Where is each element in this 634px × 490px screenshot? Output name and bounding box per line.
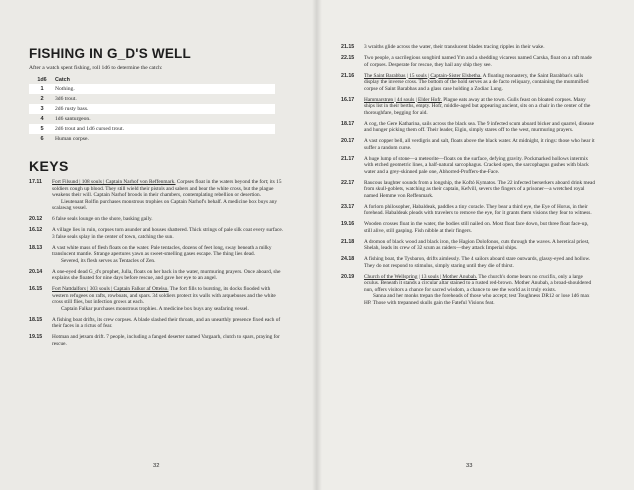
table-cell-catch: 1d6 santurgeon. (55, 116, 91, 122)
key-number: 20.12 (29, 216, 43, 222)
key-text (52, 216, 283, 223)
key-paragraph-text: Lieutenant Rolfin purchases monstrous trophies on Captain Narhof's behalf. A medicine box buys any scalawag vessel. (52, 198, 278, 211)
key-text (364, 239, 595, 252)
key-number: 23.17 (341, 203, 355, 210)
key-paragraph-text: Severed, its flesh serves as Tentacles of Zen. (61, 257, 156, 264)
key-paragraph-text: Plague eats away at the town. Gulls feast on bloated corpses. Many ships list in their berths, empty. Hofr, middle-aged but appearing ancient, sits on a chair in the center of the thoroughfare, begging for aid. (364, 96, 591, 116)
location-link: The Saint Barabbas | 15 souls | Captain-Sister Elsbetha. (364, 72, 482, 79)
key-paragraph (364, 156, 595, 176)
keys-heading: KEYS (29, 158, 69, 174)
key-paragraph (364, 256, 595, 269)
table-cell-catch: Nothing. (55, 84, 275, 94)
key-number: 21.18 (341, 238, 355, 245)
key-paragraph (52, 216, 283, 223)
table-row (29, 94, 275, 104)
key-paragraph (364, 121, 595, 134)
key-paragraph-text: 3 wraiths glide across the water, their translucent blades tracing ripples in their wake. (364, 44, 545, 50)
key-text (364, 156, 595, 176)
key-text (52, 245, 283, 265)
intro-text: After a watch spent fishing, roll 1d6 to determine the catch: (29, 65, 163, 71)
key-paragraph-text: Captain Falkar purchases monstrous trophies. A medicine box buys any seafaring vessel. (61, 305, 249, 312)
key-number: 20.19 (341, 273, 355, 280)
key-text (364, 44, 595, 51)
key-paragraph (52, 258, 283, 265)
key-paragraph (364, 44, 595, 51)
key-paragraph (364, 73, 595, 93)
section-title: FISHING IN G_D'S WELL (29, 46, 191, 61)
key-number: 18.17 (341, 120, 355, 127)
key-paragraph (52, 199, 283, 212)
location-link: Hammarstrøn | 44 souls | Elder Hofr. (364, 96, 442, 103)
key-paragraph (364, 180, 595, 200)
key-text (364, 55, 595, 68)
table-cell-catch: 2d6 trout and 1d6 cursed trout. (55, 124, 275, 134)
key-paragraph (364, 97, 595, 117)
key-number: 20.17 (341, 138, 355, 144)
key-text (364, 256, 595, 269)
key-paragraph-text: A cog, the Gere Katharina, sails across the black sea. The 9 infected scum aboard bicker and quarrel, disease and hunger picking them off. Their leader, Eigin, simply stares off to the west, murmuring prayers. (364, 120, 594, 133)
key-text (52, 334, 283, 347)
key-number: 19.15 (29, 334, 43, 340)
key-paragraph-text: A vast copper bell, all verdigris and salt, floats above the black water. At midnight, it rings: those who hear it suffer a random curse. (364, 138, 595, 151)
key-entry (29, 317, 283, 330)
key-paragraph-text: Sanna and her monks trepan the foreheads of those who accept; test Toughness DR12 or lose 1d6 max HP. Those with trepanned skulls gain the Fateful Visions feat. (364, 293, 590, 306)
key-paragraph (52, 179, 283, 199)
key-text (364, 97, 595, 117)
book-gutter (312, 0, 322, 490)
key-paragraph (364, 204, 595, 217)
table-cell-roll: 2 (40, 96, 44, 102)
key-paragraph-text: Corpses float in the waters beyond the fort; its 15 soldiers cough up blood. They still wield their pistols and sabers and bear the white cross, but the plague weakens their will. Captain Narhof broods in their chambers, contemplating rebellion or desertion. (52, 179, 282, 198)
key-number: 16.15 (29, 286, 43, 292)
key-paragraph-text: The church's dome bears no crucifix, only a large oculus. Beneath it stands a circular altar stained to a rusted red-brown. Mother Anubah, a broad-shouldered nun, offers visitors a chance for sacred wisdom, a chance to see the world as it truly exists. (364, 273, 592, 293)
key-entry (341, 204, 595, 217)
key-number: 16.12 (29, 227, 43, 233)
key-paragraph-text: Hotman and jetsam drift. 7 people, including a fanged deserter named Vargaarh, clutch to spars, praying for rescue. (52, 334, 280, 347)
key-paragraph (364, 221, 595, 234)
key-entry (341, 138, 595, 151)
table-cell-roll: 5 (29, 124, 55, 134)
key-paragraph-text: A fishing boat drifts, its crew corpses. A blade slashed their throats, and an unearthly presence fixed each of their faces in a rictus of fear. (52, 316, 281, 329)
key-paragraph-text: A forlorn philosopher, Habaldeak, paddles a tiny coracle. They bear a third eye, the Eye of Horus, in their forehead. Habaldeak pleads with travelers to remove the eye, for it grants them visions they fear to witness. (364, 203, 592, 216)
key-number: 21.15 (341, 44, 355, 50)
page-number: 33 (466, 463, 473, 469)
key-number: 22.15 (341, 55, 355, 61)
catch-table (29, 75, 275, 144)
key-number: 24.18 (341, 256, 355, 262)
table-cell-roll: 3 (29, 104, 55, 114)
left-key-entries (29, 179, 283, 347)
key-entry (341, 221, 595, 234)
right-key-entries (341, 44, 595, 306)
key-number: 20.14 (29, 268, 43, 275)
key-number: 21.17 (341, 155, 355, 162)
table-header-row (29, 75, 275, 84)
key-paragraph (364, 274, 595, 294)
key-entry (29, 269, 283, 282)
location-link: Fort Nattdalfors | 303 souls | Captain Falkor af Ottelso. (52, 286, 169, 292)
key-number: 22.17 (341, 179, 355, 186)
table-cell-catch: 2d6 rusty bass. (55, 104, 275, 114)
key-paragraph (52, 269, 283, 282)
key-entry (341, 156, 595, 176)
key-paragraph (364, 293, 595, 306)
key-paragraph (52, 306, 283, 313)
table-row (29, 124, 275, 134)
location-link: Fort Filsund | 108 souls | Captain Narhof von Reffenmark. (52, 179, 176, 185)
key-number: 21.16 (341, 72, 355, 79)
key-paragraph (52, 227, 283, 240)
key-paragraph-text: A vast white mass of flesh floats on the water. Pale tentacles, dozens of feet long, sway beneath a milky translucent mantle. Strange apertures yawn as sweet-smelling gases escape. The thing lies dead. (52, 244, 272, 257)
left-page-content (29, 46, 283, 352)
key-entry (341, 180, 595, 200)
key-text (52, 317, 283, 330)
key-text (52, 179, 283, 212)
key-number: 19.16 (341, 221, 355, 227)
key-paragraph-text: A huge lump of stone—a meteorite—floats on the surface, defying gravity. Pockmarked hollows intermix with etched geometric lines, a half-natural sarcophagus. Cracked open, the sarcophagus gushes with black water and a grey-skinned pale one, Abhorred-Proffers-the-Face. (364, 155, 589, 175)
key-entry (341, 274, 595, 307)
key-entry (341, 97, 595, 117)
key-paragraph-text: 6 false seals lounge on the shore, basking gaily. (52, 216, 153, 222)
key-entry (29, 334, 283, 347)
table-row (29, 104, 275, 114)
key-paragraph-text: A village lies in ruin, corpses torn asunder and houses shattered. Thick strings of pale silk coat every surface. 3 false seals splay in the center of town, catching the sun. (52, 227, 283, 240)
key-text (52, 269, 283, 282)
key-text (364, 204, 595, 217)
key-text (52, 286, 283, 312)
key-paragraph (52, 245, 283, 258)
key-paragraph-text: Wooden crosses float in the water, the bodies still nailed on. Most float face down, but three float face-up, still alive, still gasping. Fish nibble at their fingers. (364, 221, 589, 234)
key-paragraph-text: Two people, a sacrilegious songbird named Ym and a shedding vicaress named Carska, float on a raft made of corpses. Desperate for rescue, they hail any ship they see. (364, 55, 592, 68)
key-text (52, 227, 283, 240)
key-paragraph-text: A floating monastery, the Saint Barabbas's sails display the inverse cross. The bottom of the hold serves as a de facto reliquary, containing the mummified corpse of Saint Barabbas and a glass case holding a Zodiac Lung. (364, 72, 589, 92)
table-header-catch: Catch (55, 76, 70, 83)
key-entry (341, 121, 595, 134)
key-entry (341, 44, 595, 51)
table-row (29, 84, 275, 94)
key-entry (29, 245, 283, 265)
key-entry (341, 73, 595, 93)
key-entry (341, 239, 595, 252)
key-paragraph-text: A dromon of black wood and black iron, the Hagion Dolofonos, cuts through the waves. A heretical priest, Shelah, leads its crew of 32 scum as raiders—they attack Imperial ships. (364, 238, 590, 251)
key-entry (29, 286, 283, 312)
key-paragraph (364, 138, 595, 151)
table-row (29, 114, 275, 124)
key-paragraph-text: A fishing boat, the Tysbaron, drifts aimlessly. The 4 sailors aboard stare outwards, glassy-eyed and hollow. They do not respond to stimulus, simply staring until they die of thirst. (364, 256, 591, 269)
key-paragraph (364, 55, 595, 68)
table-row (29, 134, 275, 144)
key-paragraph (364, 239, 595, 252)
key-paragraph-text: The fort fills to bursting, its docks flooded with western refugees on rafts, rowboats, and spars. 34 soldiers protect its walls with arquebuses and the white cross still flies, but infection grows at each. (52, 286, 276, 305)
key-entry (29, 216, 283, 223)
key-number: 18.13 (29, 244, 43, 251)
table-cell-catch: Human corpse. (55, 136, 89, 142)
key-paragraph (52, 317, 283, 330)
key-entry (29, 227, 283, 240)
key-paragraph (52, 286, 283, 306)
key-text (364, 274, 595, 307)
key-entry (29, 179, 283, 212)
key-entry (341, 256, 595, 269)
key-text (364, 221, 595, 234)
key-entry (341, 55, 595, 68)
key-number: 18.15 (29, 316, 43, 323)
key-text (364, 121, 595, 134)
key-paragraph-text: A one-eyed dead G_d's prophet, Julla, floats on her back in the water, murmuring prayers. Once aboard, she explains she floated for nine days before rescue, and gave her eye to an angel. (52, 268, 281, 281)
key-number: 16.17 (341, 96, 355, 103)
table-cell-roll: 4 (40, 116, 44, 122)
right-page-content (341, 44, 595, 311)
table-header-roll: 1d6 (37, 76, 47, 83)
key-text (364, 138, 595, 151)
table-cell-catch: 3d6 trout. (55, 96, 77, 102)
key-number: 17.11 (29, 179, 42, 185)
page-number: 32 (153, 463, 160, 469)
table-cell-roll: 6 (40, 136, 44, 142)
table-cell-roll: 1 (29, 84, 55, 94)
key-paragraph-text: Raucous laughter sounds from a longship, the Koftó Kymatos. The 22 infected berserkers aboard drink mead from skull-goblets, watching as their captain, Kefvill, severs the fingers of a prisoner—a wretched royal named Hemme von Reffenmark. (364, 179, 595, 199)
key-text (364, 73, 595, 93)
key-text (364, 180, 595, 200)
location-link: Church of the Wellspring | 13 souls | Mother Anubah. (364, 273, 478, 280)
key-paragraph (52, 334, 283, 347)
